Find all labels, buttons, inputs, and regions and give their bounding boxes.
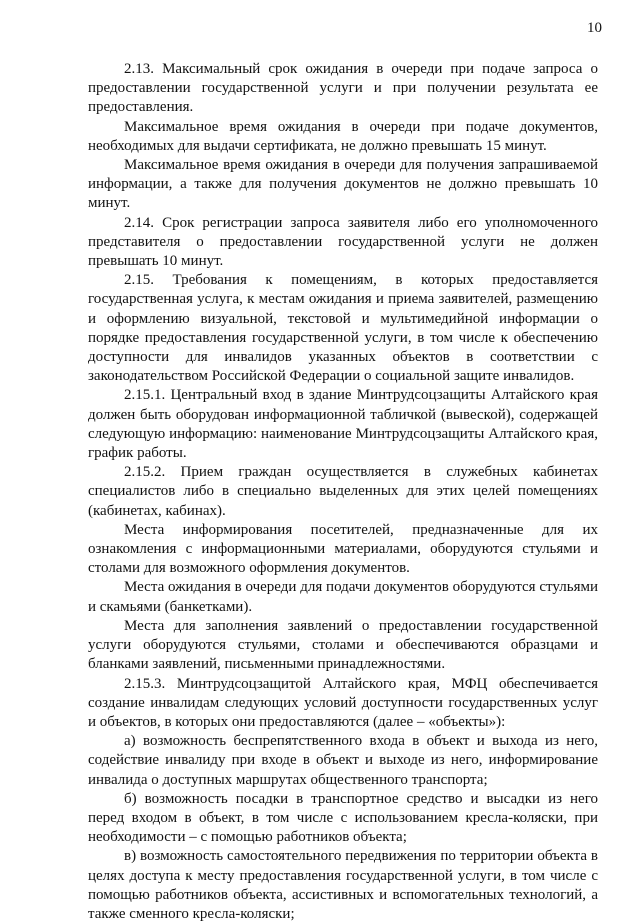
paragraph-wait-documents: Максимальное время ожидания в очереди при подаче документов, необходимых для выдачи сертификата, не должно превышать 15 минут. [88, 118, 598, 154]
paragraph-2-13: 2.13. Максимальный срок ожидания в очереди при подаче запроса о предоставлении государственной услуги и при получении результата ее предоставления. [88, 61, 598, 116]
paragraph-2-15: 2.15. Требования к помещениям, в которых предоставляется государственная услуга, к местам ожидания и приема заявителей, размещению и оформлению визуальной, текстовой и мультимедийной информации о порядке предоставления государственной услуги, в том числе к обеспечению доступности для инвалидов указанных объектов в соответствии с законодательством Российской Федерации о социальной защите инвалидов. [88, 272, 598, 385]
paragraph-waiting-places: Места ожидания в очереди для подачи документов оборудуются стульями и скамьями (банкетками). [88, 579, 598, 615]
page-number: 10 [587, 20, 602, 36]
paragraph-item-v: в) возможность самостоятельного передвижения по территории объекта в целях доступа к месту предоставления государственной услуги, в том числе с помощью работников объекта, ассистивных и вспомогательных технологий, а также сменного кресла-коляски; [88, 848, 598, 922]
paragraph-2-14: 2.14. Срок регистрации запроса заявителя либо его уполномоченного представителя о предоставлении государственной услуги не должен превышать 10 минут. [88, 214, 598, 270]
paragraph-filling-places: Места для заполнения заявлений о предоставлении государственной услуги оборудуются стульями, столами и обеспечиваются образцами и бланками заявлений, письменными принадлежностями. [88, 617, 598, 673]
paragraph-item-a: а) возможность беспрепятственного входа в объект и выхода из него, содействие инвалиду при входе в объект и выходе из него, информирование инвалида о доступных маршрутах общественного транспорта; [88, 733, 598, 788]
paragraph-item-b: б) возможность посадки в транспортное средство и высадки из него перед входом в объект, в том числе с использованием кресла-коляски, при необходимости – с помощью работников объекта; [88, 790, 598, 846]
paragraph-2-15-3: 2.15.3. Минтрудсоцзащитой Алтайского края, МФЦ обеспечивается создание инвалидам следующих условий доступности государственных услуг и объектов, в которых они предоставляются (далее – «объекты»): [88, 675, 598, 730]
document-body [88, 60, 598, 924]
paragraph-info-places: Места информирования посетителей, предназначенные для их ознакомления с информационными материалами, оборудуются стульями и столами для возможного оформления документов. [88, 521, 598, 577]
paragraph-2-15-2: 2.15.2. Прием граждан осуществляется в служебных кабинетах специалистов либо в специально выделенных для этих целей помещениях (кабинетах, кабинах). [88, 464, 598, 519]
paragraph-wait-information: Максимальное время ожидания в очереди для получения запрашиваемой информации, а также для получения документов не должно превышать 10 минут. [88, 157, 598, 212]
paragraph-2-15-1: 2.15.1. Центральный вход в здание Минтрудсоцзащиты Алтайского края должен быть оборудован информационной табличкой (вывеской), содержащей следующую информацию: наименование Минтрудсоцзащиты Алтайского края, график работы. [88, 387, 598, 462]
